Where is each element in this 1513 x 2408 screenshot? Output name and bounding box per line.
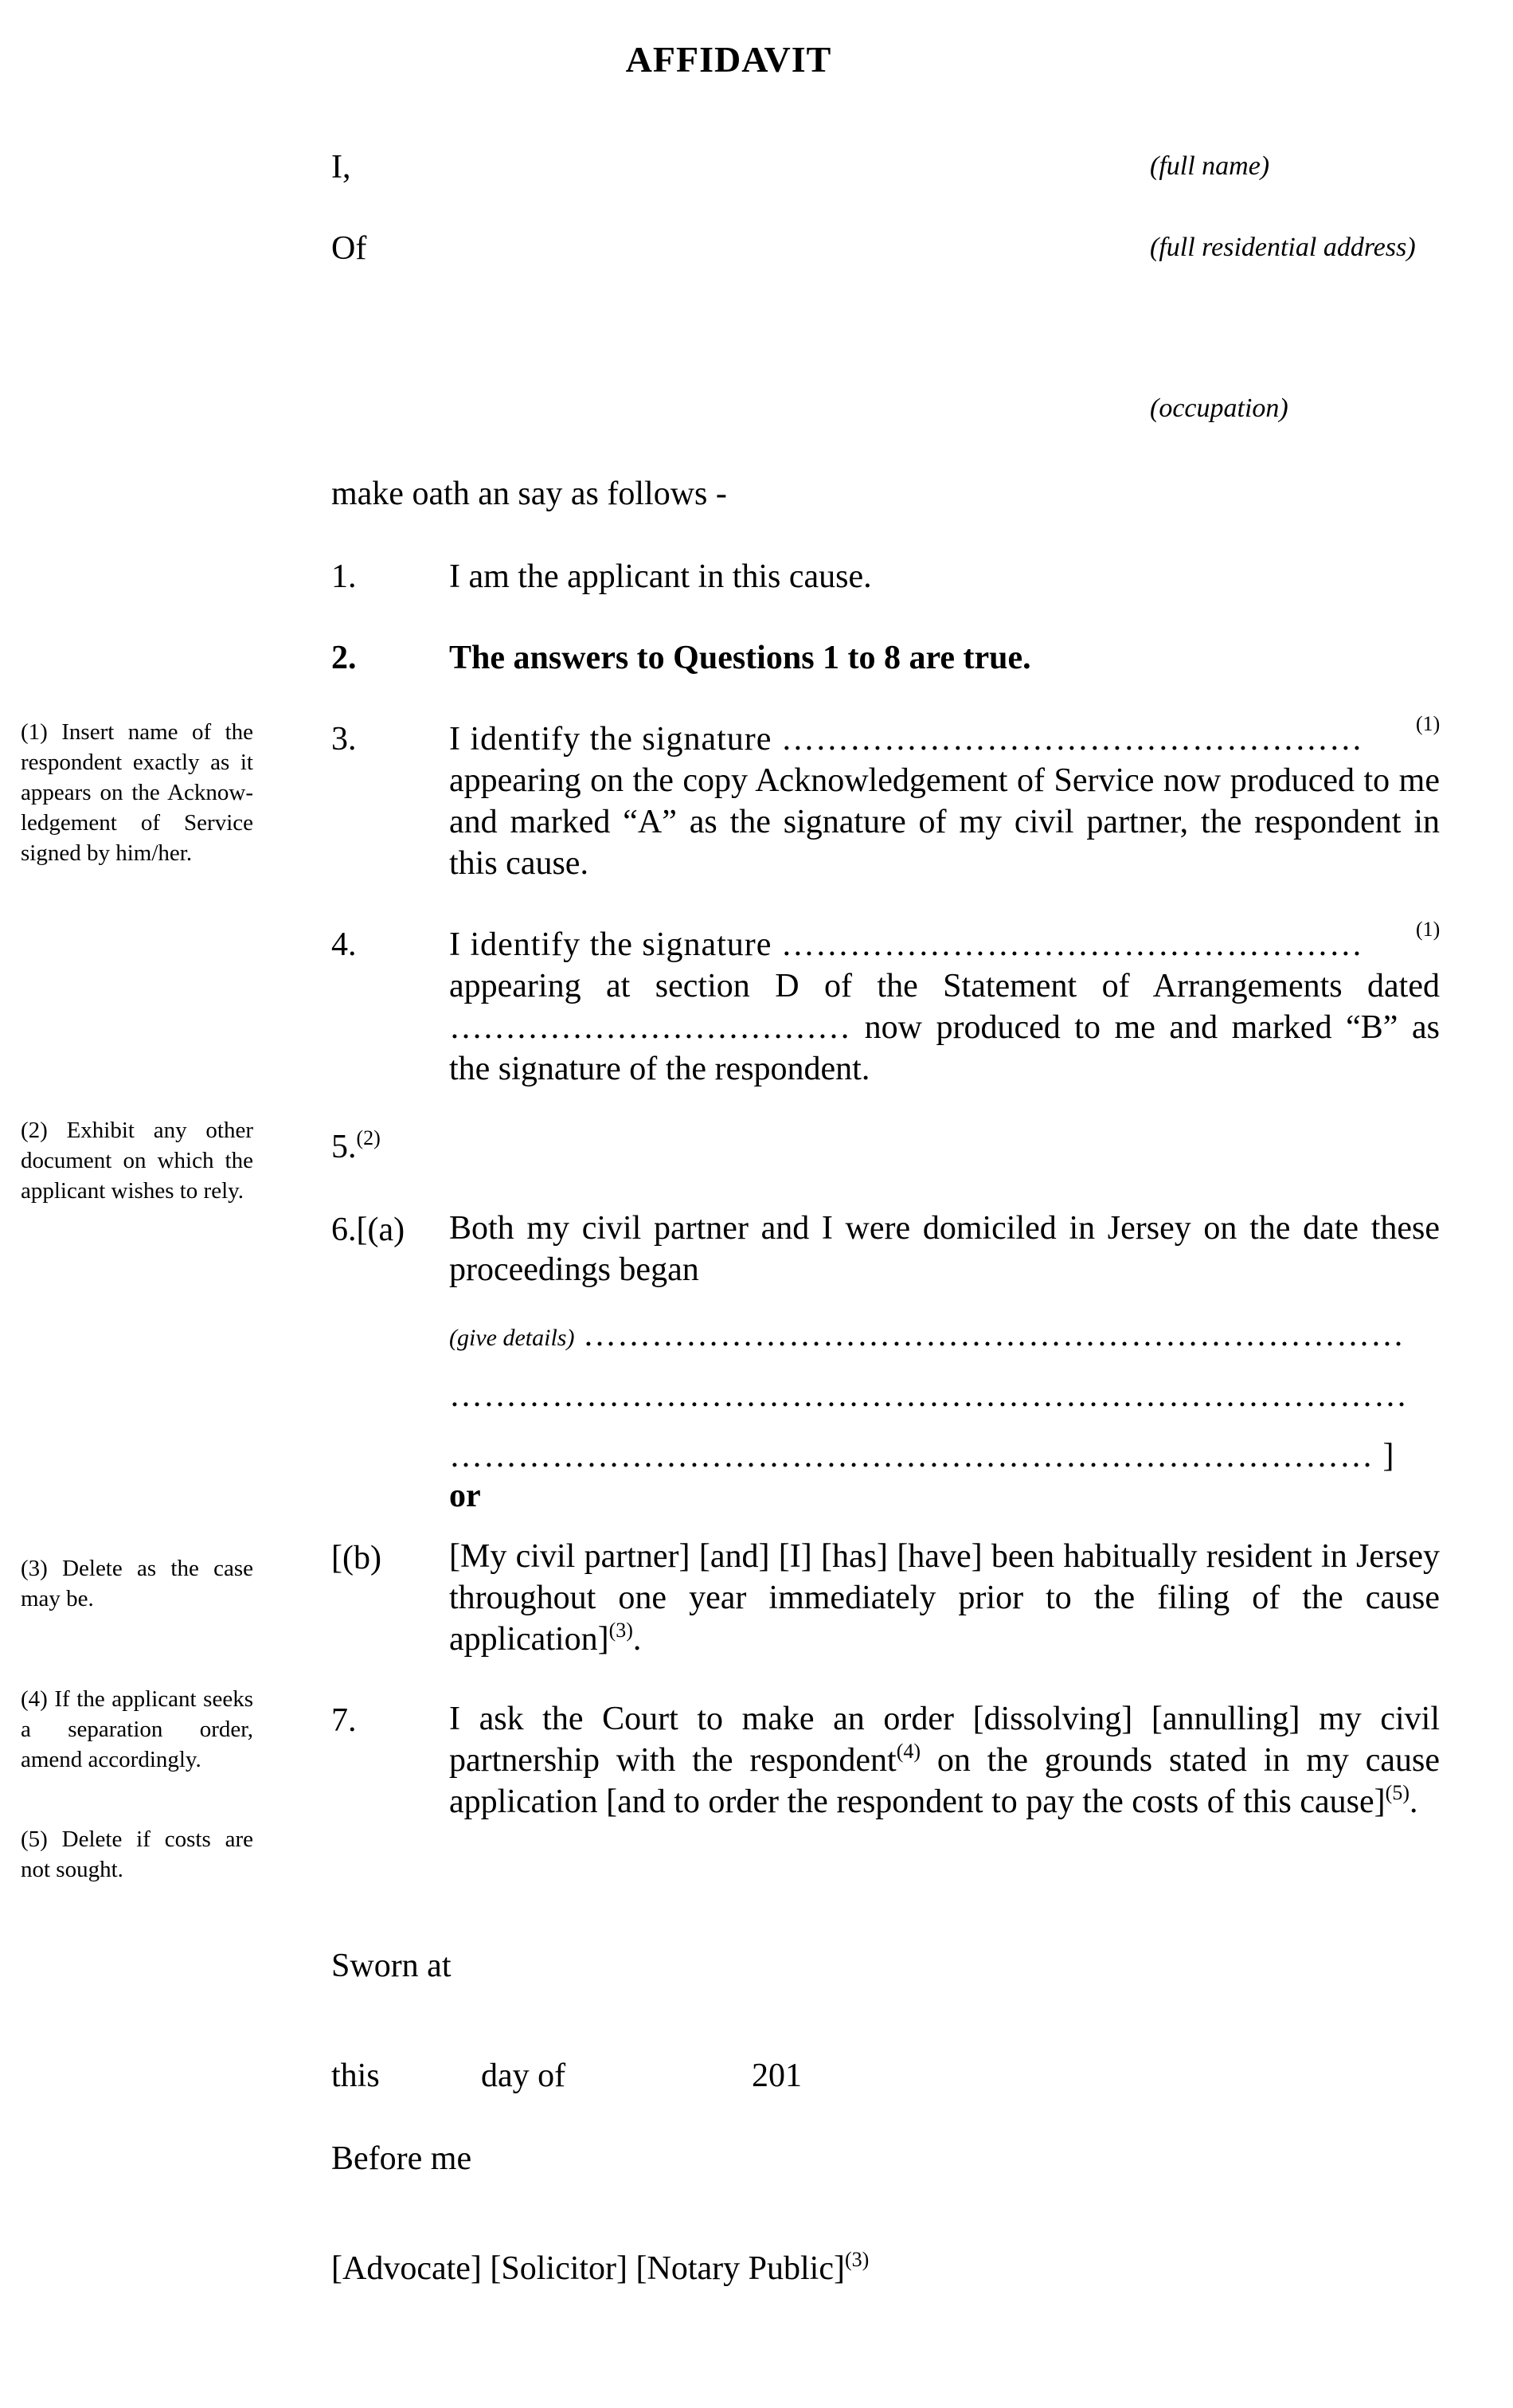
- intro-i: I,: [331, 149, 351, 186]
- item-3-number: 3.: [331, 721, 357, 758]
- item-2-number: 2.: [331, 640, 357, 676]
- officer-footnote-ref: (3): [844, 2248, 870, 2271]
- item-5-footnote-ref: (2): [356, 1126, 381, 1149]
- item-4-signature-line: I identify the signature ……………………………………………: [449, 926, 1363, 963]
- document-title: AFFIDAVIT: [625, 39, 832, 80]
- item-5-number: 5.$^{(2)}$: [331, 1126, 381, 1165]
- item-6a-number: 6.[(a): [331, 1212, 405, 1248]
- margin-note-3: (3) Delete as the case may be.: [21, 1556, 253, 1611]
- jurat-year: 201: [752, 2058, 802, 2094]
- item-7-text: I ask the Court to make an order [dissolving] [annulling] my civil partnership with the respondent$^{(4)}$ on the grounds stated in my cause application [and to order the respondent to pay the costs of this cause]$^{(5)}$.: [449, 1701, 1441, 1820]
- margin-note-2: (2) Exhibit any other document on which the applicant wishes to rely.: [21, 1118, 253, 1204]
- give-details-dots-3: ……………………………………………………………………… ]: [449, 1438, 1395, 1474]
- item-3-signature-line: I identify the signature ……………………………………………: [449, 721, 1363, 758]
- item-7-footnote-ref-5: (5): [1385, 1781, 1409, 1804]
- jurat-day-of: day of: [481, 2058, 566, 2094]
- give-details-label: (give details): [449, 1325, 575, 1351]
- item-4-footnote-ref: (1): [1416, 918, 1441, 941]
- give-details-dots-2: …………………………………………………………………………: [449, 1377, 1408, 1414]
- sworn-at: Sworn at: [331, 1948, 452, 1984]
- or-connector: or: [449, 1478, 481, 1514]
- item-4-number: 4.: [331, 926, 357, 963]
- margin-note-4: (4) If the applicant seeks a separation order, amend accordingly.: [21, 1686, 253, 1772]
- intro-of: Of: [331, 230, 367, 267]
- margin-note-5: (5) Delete if costs are not sought.: [21, 1827, 253, 1882]
- oath-line: make oath an say as follows -: [331, 476, 727, 512]
- officer-line: [Advocate] [Solicitor] [Notary Public]$^{(3)}$: [331, 2248, 870, 2287]
- jurat-this: this: [331, 2058, 380, 2094]
- margin-note-1: (1) Insert name of the respondent exactly as it appears on the Acknow-ledgement of Service signed by him/her.: [21, 719, 253, 866]
- item-7-footnote-ref-4: (4): [896, 1740, 921, 1763]
- item-6b-footnote-ref: (3): [608, 1619, 633, 1642]
- item-1-number: 1.: [331, 558, 357, 595]
- item-4-text: appearing at section D of the Statement of Arrangements dated ……………………………… now produced to me and marked “B” as the signature of the respondent.: [449, 968, 1440, 1087]
- item-2-text: The answers to Questions 1 to 8 are true.: [449, 640, 1031, 676]
- item-7-number: 7.: [331, 1702, 357, 1739]
- full-name-label: (full name): [1150, 151, 1270, 181]
- item-3-footnote-ref: (1): [1416, 712, 1441, 735]
- give-details-line: [449, 1316, 1405, 1354]
- address-label: (full residential address): [1150, 233, 1416, 262]
- occupation-label: (occupation): [1150, 394, 1288, 423]
- item-6a-text: Both my civil partner and I were domiciled in Jersey on the date these proceedings began: [449, 1210, 1440, 1288]
- item-6b-number: [(b): [331, 1540, 381, 1576]
- item-6b-text: [My civil partner] [and] [I] [has] [have] been habitually resident in Jersey throughout one year immediately prior to the filing of the cause application]$^{(3)}$.: [449, 1538, 1440, 1658]
- item-3-text: appearing on the copy Acknowledgement of Service now produced to me and marked “A” as the signature of my civil partner, the respondent in this cause.: [449, 762, 1440, 882]
- give-details-dots-1: ………………………………………………………………: [582, 1317, 1405, 1353]
- item-1-text: I am the applicant in this cause.: [449, 558, 872, 595]
- before-me: Before me: [331, 2140, 472, 2177]
